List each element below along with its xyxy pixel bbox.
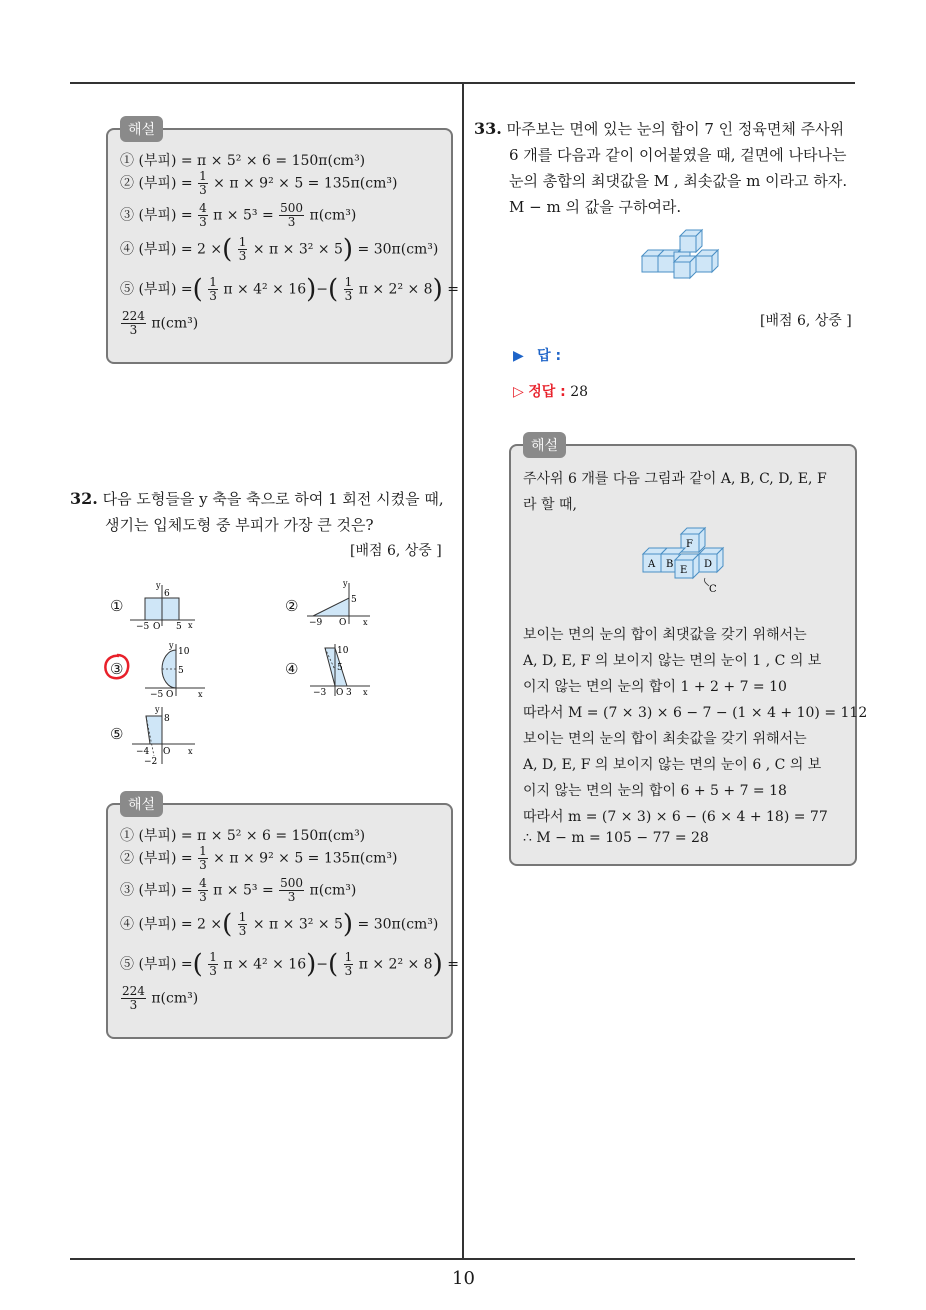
q33-line-2: 6 개를 다음과 같이 이어붙였을 때, 겉면에 나타나는 <box>509 146 847 164</box>
play-outline-icon: ▷ <box>513 384 524 400</box>
q32-line-1: 32. 다음 도형들을 y 축을 축으로 하여 1 회전 시켰을 때, <box>70 489 444 508</box>
g3-top: 10 <box>178 647 190 657</box>
g5-o: O <box>163 747 171 757</box>
exp-r-line-1: 주사위 6 개를 다음 그림과 같이 A, B, C, D, E, F <box>523 471 827 487</box>
explanation-item-5: ⑤ (부피) =( $\frac{1}{3}$ π × 4² × 16)−( $\frac{1}{3}$ π × 2² × 8) = <box>120 949 459 980</box>
choice-1-label[interactable]: ① <box>110 597 124 615</box>
explanation-label: 해설 <box>120 116 163 142</box>
dice-label-e: E <box>680 565 688 576</box>
explanation-box-top <box>106 122 459 364</box>
exp-r-line-4: A, D, E, F 의 보이지 않는 면의 눈이 1 , C 의 보 <box>523 653 822 669</box>
explanation-box-bottom <box>106 797 459 1039</box>
q33-line-1: 33. 마주보는 면에 있는 눈의 합이 7 인 정육면체 주사위 <box>474 119 845 138</box>
selected-answer-circle <box>102 652 132 682</box>
answer-row <box>513 345 561 365</box>
choice-5-label[interactable]: ⑤ <box>110 725 124 743</box>
g4-x: x <box>363 688 368 697</box>
q33-line-3: 눈의 총합의 최댓값을 M , 최솟값을 m 이라고 하자. <box>509 172 848 190</box>
explanation-item-1: ① (부피) = π × 5² × 6 = 150π(cm³) <box>120 153 366 169</box>
g2-x: x <box>363 618 368 627</box>
dice-label-d: D <box>704 559 713 570</box>
column-divider <box>462 83 464 1259</box>
dice-label-f: F <box>686 539 693 550</box>
g5-left: −4 <box>136 747 150 757</box>
explanation-item-5-result: $\frac{224}{3}$ π(cm³) <box>122 984 199 1012</box>
g5-bottom: −2 <box>144 757 158 766</box>
q33-score: [배점 6, 상중 ] <box>760 313 852 329</box>
g4-mid: 5 <box>337 663 343 673</box>
dice-label-b: B <box>666 559 674 570</box>
choice-2-label[interactable]: ② <box>285 597 299 615</box>
page-number: 10 <box>452 1268 475 1289</box>
explanation-item-5-result: $\frac{224}{3}$ π(cm³) <box>122 309 199 337</box>
choice-4-label[interactable]: ④ <box>285 660 299 678</box>
g4-left: −3 <box>313 688 327 698</box>
exp-r-line-10: 따라서 m = (7 × 3) × 6 − (6 × 4 + 18) = 77 <box>523 809 828 825</box>
exp-r-line-3: 보이는 면의 눈의 합이 최댓값을 갖기 위해서는 <box>523 627 807 643</box>
explanation-item-5: ⑤ (부피) =( $\frac{1}{3}$ π × 4² × 16)−( $\frac{1}{3}$ π × 2² × 8) = <box>120 274 459 305</box>
explanation-label: 해설 <box>120 791 163 817</box>
answer-label: 답 : <box>537 348 562 364</box>
explanation-item-2: ② (부피) = $\frac{1}{3}$ × π × 9² × 5 = 135π(cm³) <box>120 169 398 197</box>
g4-right: 3 <box>346 688 352 698</box>
g3-y: y <box>169 641 174 650</box>
correct-row <box>513 381 588 401</box>
graph-choice-1 <box>130 580 200 630</box>
g2-top: 5 <box>351 595 357 605</box>
g1-y: y <box>156 581 161 590</box>
explanation-box-right <box>509 438 868 866</box>
g5-top: 8 <box>164 714 170 724</box>
correct-value: 28 <box>570 384 589 400</box>
explanation-item-4: ④ (부피) = 2 ×( $\frac{1}{3}$ × π × 3² × 5) = 30π(cm³) <box>120 909 439 940</box>
explanation-item-4: ④ (부피) = 2 ×( $\frac{1}{3}$ × π × 3² × 5) = 30π(cm³) <box>120 234 439 265</box>
q32-score: [배점 6, 상중 ] <box>350 543 442 559</box>
explanation-item-3: ③ (부피) = $\frac{4}{3}$ π × 5³ = $\frac{500}{3}$ π(cm³) <box>120 876 357 904</box>
graph-choice-5 <box>130 704 200 766</box>
g1-left: −5 <box>136 622 150 630</box>
g3-o: O <box>166 690 174 700</box>
g5-y: y <box>155 705 160 714</box>
g3-left: −5 <box>150 690 164 700</box>
exp-r-line-2: 라 할 때, <box>523 497 577 513</box>
correct-label: 정답 : <box>528 384 566 400</box>
q32-line-2: 생기는 입체도형 중 부피가 가장 큰 것은? <box>105 516 374 534</box>
dice-label-c: C <box>709 584 717 594</box>
play-icon: ▶ <box>513 348 524 364</box>
labeled-dice-figure <box>639 524 739 594</box>
graph-choice-3 <box>140 640 210 700</box>
g5-x: x <box>188 747 193 756</box>
exp-r-line-7: 보이는 면의 눈의 합이 최솟값을 갖기 위해서는 <box>523 731 807 747</box>
exp-r-line-11: ∴ M − m = 105 − 77 = 28 <box>523 830 709 846</box>
exp-r-line-8: A, D, E, F 의 보이지 않는 면의 눈이 6 , C 의 보 <box>523 757 822 773</box>
g4-o: O <box>336 688 344 698</box>
g1-top: 6 <box>164 589 170 599</box>
q33-line-4: M − m 의 값을 구하여라. <box>509 198 682 216</box>
dice-label-a: A <box>648 559 656 570</box>
explanation-item-3: ③ (부피) = $\frac{4}{3}$ π × 5³ = $\frac{500}{3}$ π(cm³) <box>120 201 357 229</box>
g3-x: x <box>198 690 203 699</box>
graph-choice-4 <box>305 640 375 698</box>
exp-r-line-9: 이지 않는 면의 눈의 합이 6 + 5 + 7 = 18 <box>523 783 787 799</box>
exp-r-line-6: 따라서 M = (7 × 3) × 6 − 7 − (1 × 4 + 10) = 112 <box>523 705 868 721</box>
g2-o: O <box>339 618 347 628</box>
g3-mid: 5 <box>178 666 184 676</box>
g1-x: x <box>188 621 193 630</box>
g2-y: y <box>343 579 348 588</box>
g1-right: 5 <box>176 622 182 630</box>
bottom-rule <box>70 1258 855 1260</box>
g4-top: 10 <box>337 646 349 656</box>
dice-figure <box>638 226 730 282</box>
explanation-item-1: ① (부피) = π × 5² × 6 = 150π(cm³) <box>120 828 366 844</box>
explanation-label: 해설 <box>523 432 566 458</box>
graph-choice-2 <box>305 578 375 628</box>
choice-3-label[interactable]: ③ <box>110 660 124 678</box>
explanation-item-2: ② (부피) = $\frac{1}{3}$ × π × 9² × 5 = 135π(cm³) <box>120 844 398 872</box>
g2-left: −9 <box>309 618 323 628</box>
g1-o: O <box>153 622 161 630</box>
exp-r-line-5: 이지 않는 면의 눈의 합이 1 + 2 + 7 = 10 <box>523 679 787 695</box>
